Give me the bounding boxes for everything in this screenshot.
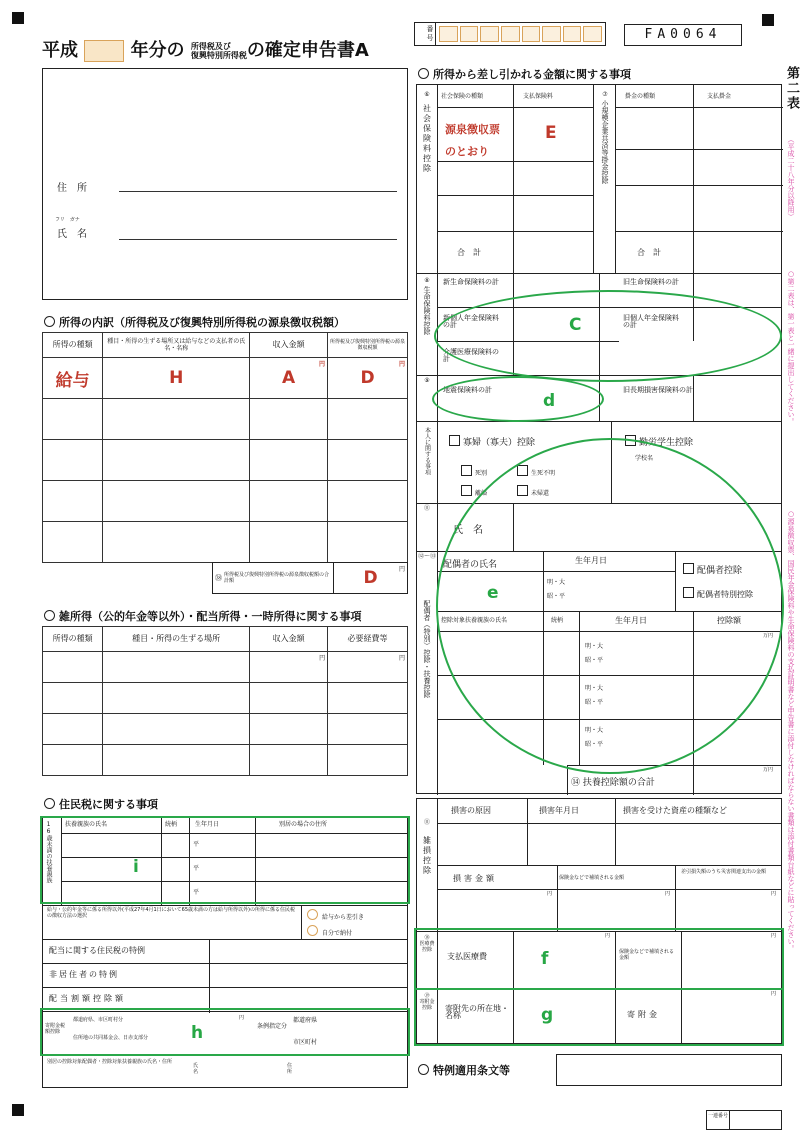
col-dep-birth: 生年月日 (195, 821, 220, 828)
nonresident-label: 非居住者の特例 (49, 970, 119, 979)
social-side: ⑥ 社会保険料控除 (417, 85, 438, 273)
unknown-checkbox[interactable]: 生死不明 (517, 465, 555, 477)
under16-side-label: 16歳未満の扶養親族 (45, 821, 52, 883)
table-number: 第二表 (784, 66, 799, 111)
highlight-f (414, 928, 784, 990)
label-f: f (541, 949, 549, 969)
yen-mark: 円 (665, 891, 671, 897)
address-label: 住 所 (57, 183, 87, 194)
withholding-total-cell[interactable]: 円 D (363, 566, 405, 588)
era-meiji-taisho: 明・大 (547, 579, 566, 586)
col-withholding: 所得税及び復興特別所得税の源泉徴収税額 (328, 333, 408, 358)
spouse-ded-checkbox[interactable]: 配偶者控除 (683, 563, 742, 576)
city-label: 市区町村 (293, 1039, 318, 1046)
col-income-type: 所得の種類 (43, 333, 103, 358)
misc-section-title: 雑所得（公的年金等以外）・配当所得・一時所得に関する事項 (44, 608, 362, 624)
highlight-d (432, 376, 604, 422)
table-row[interactable] (43, 440, 103, 481)
label-E: E (545, 123, 557, 143)
income-section-title: 所得の内訳（所得税及び復興特別所得税の源泉徴収税額） (44, 314, 345, 330)
year-note: （平成二十八年分以降用） (787, 136, 795, 220)
label-C: C (569, 315, 582, 335)
option-deduct-salary[interactable]: 給与から差引き (307, 909, 364, 921)
income-type-cell[interactable]: 給与 (43, 358, 103, 399)
kake-total: 合 計 (637, 248, 661, 257)
registration-mark (12, 12, 24, 24)
community-chest-label: 住所地の共同募金会、日赤支部分 (73, 1035, 149, 1041)
col-dep-name: 控除対象扶養親族の氏名 (441, 617, 508, 624)
total-number: ㊳ (215, 574, 222, 582)
care-medical-label: 介護医療保険料の計 (443, 348, 499, 363)
highlight-g (414, 988, 784, 1046)
title-small-2: 復興特別所得税 (190, 51, 247, 60)
casualty-side: ⑪ 雑損控除 (417, 799, 438, 931)
special-title: 特例適用条文等 (418, 1062, 510, 1078)
highlight-h (40, 1008, 410, 1056)
col-dep-birth: 生年月日 (615, 616, 647, 625)
form-code: FA0064 (624, 24, 742, 46)
social-total: 合 計 (457, 248, 481, 257)
withholding-cell[interactable]: 円 D (328, 358, 408, 399)
col-damage-date: 損害年月日 (539, 806, 579, 815)
era-showa-heisei: 昭・平 (547, 593, 566, 600)
col-dep-amount: 控除額 (717, 616, 741, 625)
label-i: i (133, 857, 139, 877)
spouse-special-checkbox[interactable]: 配偶者特別控除 (683, 587, 753, 600)
medical-side: ⑱ 医療費控除 (419, 935, 435, 953)
disabled-name-label: 氏 名 (453, 525, 483, 536)
heisei-mark: 平 (193, 865, 200, 872)
col-disaster: 差引損失額のうち災害関連支出の金額 (681, 869, 767, 875)
col-social-type: 社会保険の種類 (441, 93, 484, 100)
col-social-paid: 支払保険料 (523, 93, 554, 100)
donation-amount-label: 寄附金 (627, 1010, 660, 1019)
income-table (42, 332, 408, 563)
registration-mark (12, 1104, 24, 1116)
deductions-title: 所得から差し引かれる金額に関する事項 (418, 66, 631, 82)
address-small: 住所 (287, 1063, 293, 1075)
small-side: ⑦ 小規模企業共済等掛金控除 (595, 85, 616, 273)
serial-box[interactable] (706, 1110, 782, 1130)
era-mt: 明・大 (585, 685, 604, 692)
col-dep-addr: 別居の場合の住所 (279, 821, 328, 828)
form-title (42, 36, 369, 62)
new-pension-label: 新個人年金保険料の計 (443, 314, 499, 329)
yen-mark: 円 (771, 891, 777, 897)
heisei-mark: 平 (193, 841, 200, 848)
person-side: 本人に関する事項 (417, 421, 438, 503)
yen-mark: 円 (605, 933, 611, 939)
col-dep-relation: 続柄 (551, 617, 564, 624)
heisei-mark: 平 (193, 889, 200, 896)
old-life-label: 旧生命保険料の計 (623, 278, 679, 286)
spouse-side: ⑫〜⑬ 配偶者（特別）控除・扶養控除 (417, 551, 438, 795)
name-small: 氏名 (193, 1063, 199, 1075)
col-misc-revenue: 収入金額 (250, 627, 328, 652)
col-kake-type: 掛金の種類 (625, 93, 656, 100)
highlight-e (436, 438, 784, 774)
submit-note: ○第二表は、第一表と一緒に提出してください。 (787, 270, 795, 425)
unreturned-checkbox[interactable]: 未帰還 (517, 485, 549, 497)
era-sh: 昭・平 (585, 699, 604, 706)
address-box (42, 68, 408, 300)
divorce-checkbox[interactable]: 離婚 (461, 485, 487, 497)
number-field[interactable] (414, 22, 606, 46)
revenue-cell[interactable]: 円 A (250, 358, 328, 399)
title-suffix: 年分の (130, 40, 185, 61)
new-life-label: 新生命保険料の計 (443, 278, 499, 286)
withholding-total-label: 所得税及び復興特別所得税の源泉徴収税額の合計額 (224, 572, 330, 584)
ordinance-label: 条例指定分 (257, 1023, 288, 1030)
col-dep-rel: 続柄 (165, 821, 178, 828)
address-line[interactable] (119, 191, 397, 192)
widow-checkbox[interactable]: 寡婦（寡夫）控除 (449, 435, 535, 448)
pref-city-label: 都道府県、市区町村分 (73, 1017, 124, 1023)
payer-cell[interactable]: H (103, 358, 250, 399)
label-d: d (543, 391, 556, 411)
col-misc-type: 所得の種類 (43, 627, 103, 652)
label-e: e (487, 583, 499, 603)
highlight-C (434, 290, 782, 382)
student-checkbox[interactable]: 勤労学生控除 (625, 435, 693, 448)
dep-total-label: ⑭ 扶養控除額の合計 (571, 778, 655, 788)
medical-paid-label: 支払医療費 (447, 952, 487, 961)
col-misc-place: 種目・所得の生ずる場所 (103, 627, 250, 652)
table-row[interactable] (43, 522, 103, 563)
yen-mark: 円 (771, 991, 777, 997)
yen-mark: 円 (239, 1015, 245, 1021)
donation-side: ⑲ 寄附金控除 (419, 993, 435, 1011)
name-line[interactable] (119, 239, 397, 240)
col-misc-expense: 必要経費等 (328, 627, 408, 652)
registration-mark (762, 14, 774, 26)
col-revenue: 収入金額 (250, 333, 328, 358)
era-label: 平成 (42, 40, 78, 61)
table-row[interactable] (43, 399, 103, 440)
disabled-side: ⑪ (417, 503, 438, 551)
quake-total-label: 地震保険料の計 (443, 386, 492, 394)
highlight-i (40, 816, 410, 904)
furigana-label: フリ ガナ (55, 217, 80, 223)
col-dep-name: 扶養親族の氏名 (65, 821, 108, 828)
serial-label: 一連番号 (707, 1111, 730, 1129)
table-row[interactable] (43, 481, 103, 522)
era-mt: 明・大 (585, 727, 604, 734)
name-label: 氏 名 (57, 229, 87, 240)
misc-income-table: 所得の種類 種目・所得の生ずる場所 収入金額 必要経費等 円 円 (42, 626, 408, 776)
year-input[interactable] (84, 40, 124, 62)
label-g: g (541, 1005, 554, 1025)
old-pension-label: 旧個人年金保険料の計 (623, 314, 679, 329)
spouse-birth-label: 生年月日 (575, 556, 607, 565)
collection-method-label: 給与・公的年金等に係る所得以外(平成27年4月1日において65歳未満の方は給与所得以外)の所得に係る住民税の徴収方法の選択 (47, 907, 295, 919)
label-h: h (191, 1023, 204, 1043)
number-label: 番号 (415, 23, 436, 45)
era-mt: 明・大 (585, 643, 604, 650)
yen-mark: 円 (547, 891, 553, 897)
title-small-1: 所得税及び (190, 42, 231, 51)
dead-checkbox[interactable]: 死別 (461, 465, 487, 477)
medical-insurance-label: 保険金などで補填される金額 (619, 949, 675, 961)
donation-tax-label: 寄附金税額控除 (45, 1023, 66, 1035)
title-main: の確定申告書A (246, 40, 369, 61)
pref-label: 都道府県 (293, 1017, 318, 1024)
resident-tax-title: 住民税に関する事項 (44, 796, 158, 812)
spouse-name-label: 配偶者の氏名 (443, 560, 498, 570)
yen-mark: 円 (771, 933, 777, 939)
col-asset: 損害を受けた資産の種類など (623, 806, 727, 815)
school-label: 学校名 (635, 455, 654, 462)
gensen-note: 源泉徴収票 のとおり (445, 123, 500, 158)
quake-side: ⑨ (417, 375, 438, 421)
option-self-pay[interactable]: 自分で納付 (307, 925, 352, 937)
col-insurance: 保険金などで補填される金額 (559, 875, 625, 881)
donation-dest-label: 寄附先の所在地・名称 (445, 1004, 509, 1020)
special-input[interactable] (556, 1054, 782, 1086)
era-sh: 昭・平 (585, 741, 604, 748)
col-payer: 種目・所得の生ずる場所又は給与などの支払者の氏名・名称 (103, 333, 250, 358)
col-cause: 損害の原因 (451, 806, 491, 815)
col-damage-amount: 損害金額 (453, 874, 497, 883)
attach-note: ○源泉徴収票、国民年金保険料や生命保険料の支払証明書など申告書に添付しなければならない書類は添付書類台紙などに貼ってください。 (787, 510, 795, 952)
era-sh: 昭・平 (585, 657, 604, 664)
dividend-deduct-label: 配当割額控除額 (49, 994, 126, 1003)
old-damage-label: 旧長期損害保険料の計 (623, 386, 693, 394)
life-side: ⑧ 生命保険料控除 (417, 273, 438, 375)
dividend-special-label: 配当に関する住民税の特例 (49, 946, 145, 955)
man-yen-mark: 万円 (763, 767, 774, 773)
col-kake-paid: 支払掛金 (707, 93, 732, 100)
man-yen-mark: 万円 (763, 633, 774, 639)
separate-spouse-label: 別居の控除対象配偶者・控除対象扶養親族の氏名・住所 (47, 1059, 173, 1065)
withholding-total-row (212, 562, 408, 594)
